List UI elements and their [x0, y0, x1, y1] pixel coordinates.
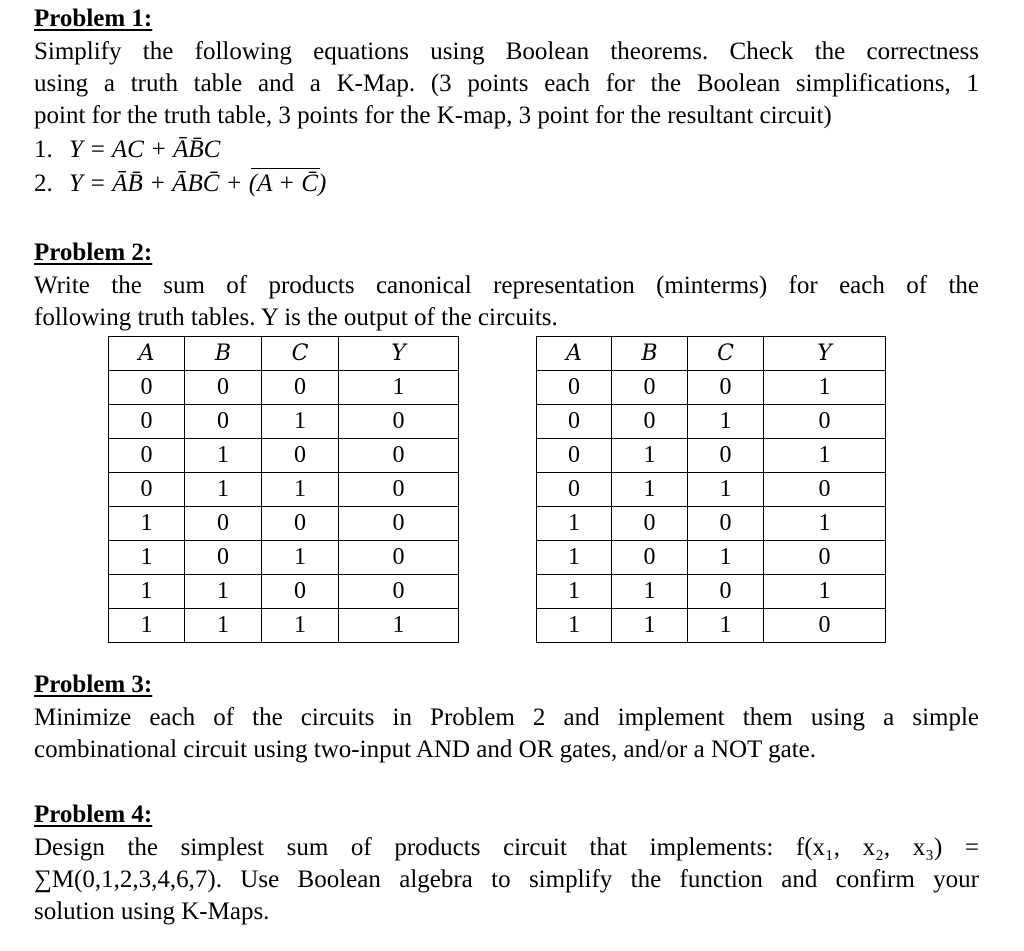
table2-cell: 0 — [612, 405, 688, 439]
table2-row — [537, 507, 886, 541]
problem4-heading: Problem 4: — [34, 801, 153, 828]
table2-row — [537, 473, 886, 507]
table2-cell: 0 — [688, 371, 764, 405]
table1-cell: 0 — [185, 541, 262, 575]
table1-cell: 1 — [262, 405, 339, 439]
table2-row — [537, 541, 886, 575]
table2-cell: 1 — [688, 541, 764, 575]
problem1-line-1: Simplify the following equations using Boolean theorems. Check the correctness — [34, 38, 979, 65]
problem2-heading: Problem 2: — [34, 239, 153, 266]
problem2-line-2: following truth tables. Y is the output of the circuits. — [34, 304, 558, 331]
table2-header-y: Y — [764, 337, 886, 371]
table2-cell: 1 — [612, 473, 688, 507]
table1-row — [109, 473, 459, 507]
table1-cell: 1 — [339, 609, 459, 643]
table1-row — [109, 609, 459, 643]
table1-header-y: Y — [339, 337, 459, 371]
equation-1 — [34, 134, 220, 166]
table1-row — [109, 507, 459, 541]
table2-cell: 1 — [764, 439, 886, 473]
table2-cell: 1 — [764, 371, 886, 405]
table1-cell: 0 — [262, 575, 339, 609]
table1-row — [109, 371, 459, 405]
table1-cell: 0 — [109, 371, 185, 405]
table2-cell: 1 — [764, 507, 886, 541]
equation-1-lhs: Y = AC + — [69, 136, 174, 163]
table1-cell: 0 — [109, 405, 185, 439]
table2-cell: 0 — [764, 473, 886, 507]
table2-cell: 0 — [764, 541, 886, 575]
problem4-line-3: solution using K-Maps. — [34, 898, 270, 925]
table1-cell: 0 — [262, 507, 339, 541]
table1-cell: 0 — [185, 507, 262, 541]
equation-1-term: ĀB̄C — [173, 136, 221, 163]
table2-cell: 0 — [612, 541, 688, 575]
table2-row — [537, 609, 886, 643]
table1-cell: 0 — [109, 473, 185, 507]
table1-cell: 0 — [109, 439, 185, 473]
problem4-line-2: ∑M(0,1,2,3,4,6,7). Use Boolean algebra to simplify the function and confirm your — [34, 866, 979, 893]
table2-cell: 1 — [537, 609, 612, 643]
problem3-heading: Problem 3: — [34, 671, 153, 698]
problem2-instructions — [34, 270, 979, 334]
table2-cell: 0 — [688, 575, 764, 609]
problem1-instructions — [34, 36, 979, 132]
table1-header-b: B — [185, 337, 262, 371]
table1-cell: 1 — [185, 439, 262, 473]
table1-header-c: C — [262, 337, 339, 371]
table2-row — [537, 439, 886, 473]
table1-cell: 1 — [339, 371, 459, 405]
table2-header-c: C — [688, 337, 764, 371]
table1-cell: 1 — [109, 507, 185, 541]
table2-cell: 0 — [537, 405, 612, 439]
table2-cell: 1 — [612, 609, 688, 643]
table2-cell: 0 — [688, 439, 764, 473]
truth-table-2 — [536, 336, 886, 643]
table2-row — [537, 371, 886, 405]
table2-cell: 0 — [537, 371, 612, 405]
table1-cell: 1 — [185, 609, 262, 643]
table1-cell: 1 — [109, 541, 185, 575]
table2-cell: 0 — [537, 439, 612, 473]
table1-cell: 1 — [185, 473, 262, 507]
table2-cell: 0 — [537, 473, 612, 507]
problem4-line-1: Design the simplest sum of products circuit that implements: f(x₁, x₂, x₃) = — [34, 834, 979, 861]
table1-row — [109, 439, 459, 473]
problem1-line-2: using a truth table and a K-Map. (3 points each for the Boolean simplifications, 1 — [34, 70, 979, 97]
truth-table-1 — [108, 336, 459, 643]
problem2-line-1: Write the sum of products canonical representation (minterms) for each of the — [34, 272, 979, 299]
table2-cell: 0 — [612, 371, 688, 405]
table2-row — [537, 405, 886, 439]
table2-cell: 1 — [688, 405, 764, 439]
problem3-line-2: combinational circuit using two-input AND and OR gates, and/or a NOT gate. — [34, 736, 817, 763]
table1-cell: 0 — [262, 371, 339, 405]
equation-1-number: 1. — [34, 136, 53, 163]
table1-cell: 0 — [339, 541, 459, 575]
table2-cell: 1 — [537, 507, 612, 541]
table2-cell: 0 — [688, 507, 764, 541]
table1-row — [109, 541, 459, 575]
equation-2-complement-term: (A + C̄) — [249, 168, 327, 200]
table2-cell: 0 — [612, 507, 688, 541]
table1-row — [109, 405, 459, 439]
table1-cell: 1 — [262, 541, 339, 575]
problem3-instructions — [34, 702, 979, 766]
equation-2 — [34, 168, 326, 200]
problem3-line-1: Minimize each of the circuits in Problem 2 and implement them using a simple — [34, 704, 979, 731]
table1-cell: 0 — [185, 371, 262, 405]
table1-cell: 0 — [339, 405, 459, 439]
table1-cell: 0 — [185, 405, 262, 439]
problem1-heading: Problem 1: — [34, 5, 153, 32]
equation-2-lhs: Y = ĀB̄ + ĀBC̄ + — [69, 170, 249, 197]
problem4-instructions — [34, 832, 979, 928]
table2-cell: 1 — [537, 575, 612, 609]
table1-cell: 1 — [109, 609, 185, 643]
table2-cell: 1 — [612, 575, 688, 609]
table2-cell: 0 — [764, 609, 886, 643]
table1-cell: 1 — [262, 473, 339, 507]
table2-cell: 1 — [688, 609, 764, 643]
table1-cell: 0 — [339, 439, 459, 473]
table1-cell: 0 — [339, 507, 459, 541]
table1-cell: 0 — [262, 439, 339, 473]
table2-cell: 1 — [537, 541, 612, 575]
table2-cell: 1 — [612, 439, 688, 473]
table2-cell: 1 — [764, 575, 886, 609]
table1-cell: 1 — [262, 609, 339, 643]
table1-header-a: A — [109, 337, 185, 371]
table1-row — [109, 575, 459, 609]
table1-cell: 0 — [339, 575, 459, 609]
table2-row — [537, 575, 886, 609]
table1-cell: 1 — [109, 575, 185, 609]
problem1-line-3: point for the truth table, 3 points for the K-map, 3 point for the resultant circuit) — [34, 102, 832, 129]
table2-cell: 0 — [764, 405, 886, 439]
table2-header-a: A — [537, 337, 612, 371]
equation-2-number: 2. — [34, 170, 53, 197]
table1-cell: 1 — [185, 575, 262, 609]
table2-cell: 1 — [688, 473, 764, 507]
table2-header-b: B — [612, 337, 688, 371]
table1-cell: 0 — [339, 473, 459, 507]
